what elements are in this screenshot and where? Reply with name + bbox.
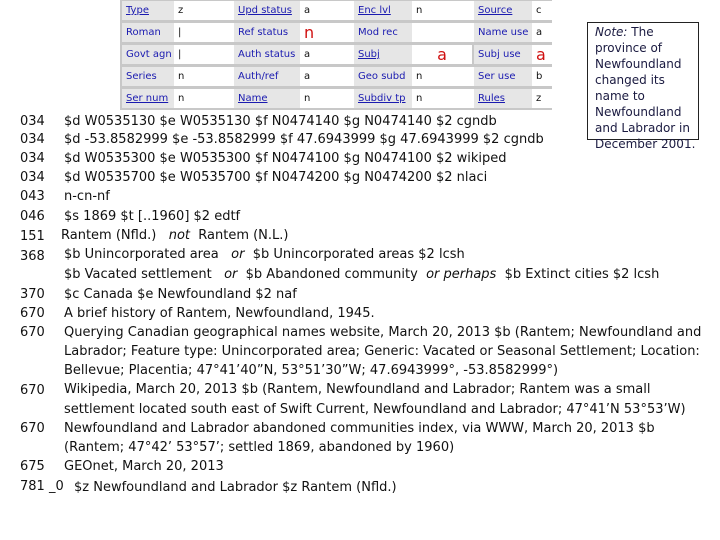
field-value[interactable]: z: [174, 1, 234, 20]
term-b: $b Unincorporated areas $2 lcsh: [252, 247, 465, 262]
field-content: $c Canada $e Newfoundland $2 naf: [64, 287, 297, 302]
heading-a: Rantem (Nfld.): [61, 228, 157, 243]
field-value[interactable]: n: [174, 89, 234, 108]
note-box: [587, 22, 699, 151]
field-value[interactable]: n: [412, 1, 476, 20]
field-value[interactable]: n: [412, 67, 476, 86]
field-tag: 034: [20, 151, 45, 166]
field-value[interactable]: c: [532, 1, 554, 20]
field-content: [64, 267, 659, 282]
field-label[interactable]: Ser num: [122, 89, 174, 108]
field-value[interactable]: n: [412, 89, 476, 108]
fixed-field-row: [120, 67, 552, 88]
note-prefix: Note:: [595, 25, 628, 39]
field-content: $s 1869 $t [..1960] $2 edtf: [64, 209, 241, 224]
field-content-line: Newfoundland and Labrador abandoned communities index, via WWW, March 20, 2013 $b: [64, 421, 655, 436]
field-content: [61, 228, 289, 243]
field-tag: 043: [20, 189, 45, 204]
term-b: $b Abandoned community: [245, 267, 418, 282]
field-value[interactable]: a: [412, 45, 472, 64]
field-label[interactable]: Enc lvl: [354, 1, 412, 20]
field-value[interactable]: n: [174, 67, 234, 86]
field-content-line: (Rantem; 47°42’ 53°57’; settled 1869, abandoned by 1960): [64, 440, 455, 455]
field-content-line: Querying Canadian geographical names website, March 20, 2013 $b (Rantem; Newfoundland and: [64, 325, 702, 340]
field-content: n-cn-nf: [64, 189, 110, 204]
field-tag: 370: [20, 287, 45, 302]
note-text: The province of Newfoundland changed its name to Newfoundland and Labrador in December 2001.: [595, 25, 696, 151]
field-label[interactable]: Auth/ref: [234, 67, 300, 86]
field-value[interactable]: a: [532, 23, 554, 42]
field-label[interactable]: Rules: [474, 89, 532, 108]
field-value[interactable]: z: [532, 89, 554, 108]
field-value[interactable]: n: [300, 89, 354, 108]
field-content: $d W0535300 $e W0535300 $f N0474100 $g N0474100 $2 wikiped: [64, 151, 507, 166]
connector: not: [168, 228, 190, 243]
field-tag: 670: [20, 306, 45, 321]
field-tag: 034: [20, 114, 45, 129]
field-tag: 151: [20, 229, 45, 244]
field-content-line: Wikipedia, March 20, 2013 $b (Rantem, Newfoundland and Labrador; Rantem was a small: [64, 382, 651, 397]
field-content: $d -53.8582999 $e -53.8582999 $f 47.6943999 $g 47.6943999 $2 cgndb: [64, 132, 544, 147]
field-content: $z Newfoundland and Labrador $z Rantem (Nfld.): [74, 480, 397, 495]
field-label[interactable]: Roman: [122, 23, 174, 42]
fixed-field-row: [120, 89, 552, 110]
field-value[interactable]: |: [174, 23, 234, 42]
field-content-line: Bellevue; Placentia; 47°41’40”N, 53°51’30”W; 47.6943999°, -53.8582999°): [64, 363, 559, 378]
field-label[interactable]: Series: [122, 67, 174, 86]
field-label[interactable]: Auth status: [234, 45, 300, 64]
field-value[interactable]: a: [532, 45, 554, 64]
field-content: $d W0535700 $e W0535700 $f N0474200 $g N0474200 $2 nlaci: [64, 170, 488, 185]
field-label[interactable]: Govt agn: [122, 45, 174, 64]
field-label[interactable]: Name use: [474, 23, 532, 42]
field-label[interactable]: Subdiv tp: [354, 89, 412, 108]
field-tag: 781 _0: [20, 479, 64, 494]
field-tag: 670: [20, 325, 45, 340]
field-label[interactable]: Subj use: [474, 45, 532, 64]
field-tag: 046: [20, 209, 45, 224]
heading-b: Rantem (N.L.): [198, 228, 289, 243]
field-tag: 034: [20, 132, 45, 147]
connector: or: [231, 247, 245, 262]
field-content-line: Labrador; Feature type: Unincorporated area; Generic: Vacated or Seasonal Settlement; Location:: [64, 344, 700, 359]
field-tag: 368: [20, 249, 45, 264]
field-content: [64, 247, 465, 262]
field-label[interactable]: Upd status: [234, 1, 300, 20]
term-a: $b Vacated settlement: [64, 267, 212, 282]
field-label[interactable]: Geo subd: [354, 67, 412, 86]
field-label[interactable]: Name: [234, 89, 300, 108]
field-label[interactable]: Mod rec: [354, 23, 412, 42]
field-label[interactable]: Source: [474, 1, 532, 20]
connector: or perhaps: [426, 267, 497, 282]
field-content: $d W0535130 $e W0535130 $f N0474140 $g N0474140 $2 cgndb: [64, 114, 497, 129]
field-content-line: settlement located south east of Swift Current, Newfoundland and Labrador; 47°41’N 53°53’W): [64, 402, 686, 417]
field-tag: 670: [20, 421, 45, 436]
connector: or: [224, 267, 238, 282]
field-label[interactable]: Type: [122, 1, 174, 20]
field-content: A brief history of Rantem, Newfoundland, 1945.: [64, 306, 375, 321]
field-label[interactable]: Ser use: [474, 67, 532, 86]
field-tag: 034: [20, 170, 45, 185]
field-tag: 675: [20, 459, 45, 474]
fixed-field-row: [120, 45, 552, 66]
term-c: $b Extinct cities $2 lcsh: [504, 267, 660, 282]
field-value[interactable]: a: [300, 45, 354, 64]
field-tag: 670: [20, 383, 45, 398]
fixed-field-grid: [120, 0, 552, 110]
fixed-field-row: [120, 1, 552, 22]
field-value[interactable]: n: [300, 23, 354, 42]
field-value[interactable]: a: [300, 67, 354, 86]
field-value[interactable]: [412, 23, 476, 42]
field-label[interactable]: Ref status: [234, 23, 300, 42]
term-a: $b Unincorporated area: [64, 247, 219, 262]
field-value[interactable]: |: [174, 45, 234, 64]
field-value[interactable]: b: [532, 67, 554, 86]
field-label[interactable]: Subj: [354, 45, 412, 64]
fixed-field-row: [120, 23, 552, 44]
field-content: GEOnet, March 20, 2013: [64, 459, 224, 474]
field-value[interactable]: a: [300, 1, 354, 20]
